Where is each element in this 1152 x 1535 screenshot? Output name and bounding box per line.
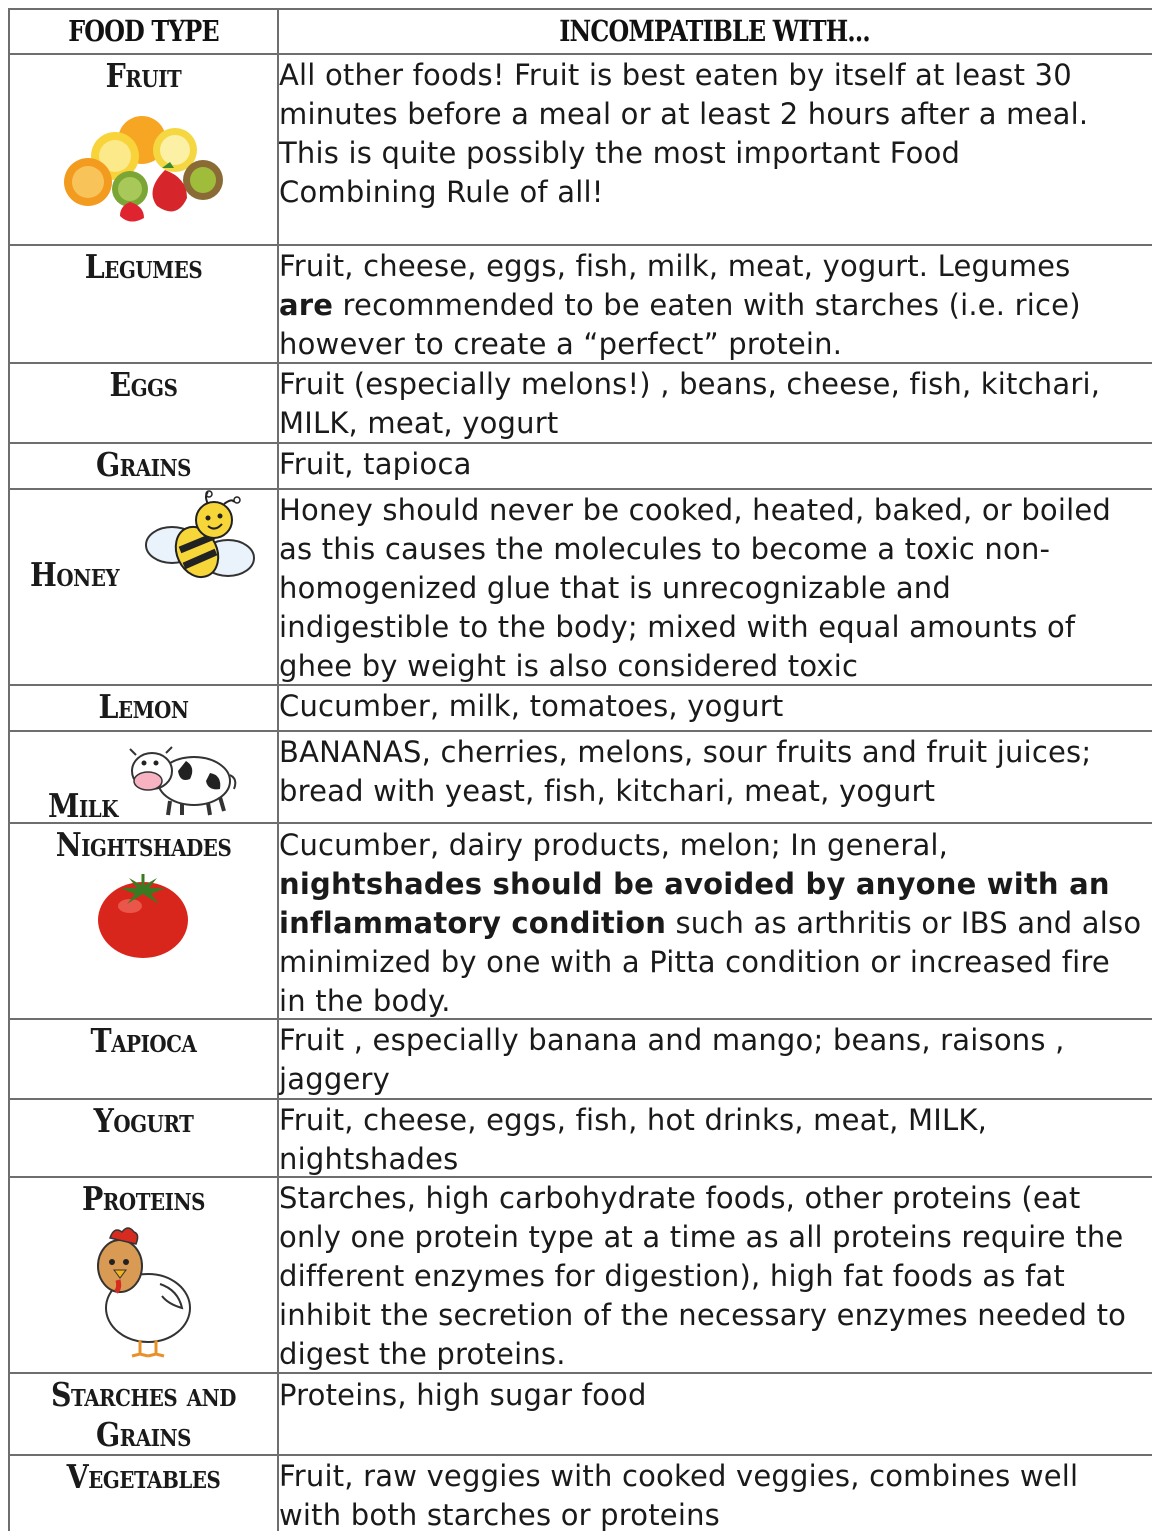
description-line: Fruit, raw veggies with cooked veggies, combines well [279, 1459, 1079, 1493]
description-line: MILK, meat, yogurt [279, 406, 559, 440]
description-line: only one protein type at a time as all proteins require the [279, 1220, 1124, 1254]
food-type-line: Grains [95, 1415, 192, 1454]
description-line: BANANAS, cherries, melons, sour fruits and fruit juices; [279, 735, 1092, 769]
description-line: minimized by one with a Pitta condition or increased fire [279, 945, 1110, 979]
chicken-icon [90, 1222, 198, 1362]
grid-line [8, 244, 1152, 246]
description-line: bread with yeast, fish, kitchari, meat, yogurt [279, 774, 936, 808]
description-line: Cucumber, dairy products, melon; In general, [279, 828, 949, 862]
description-honey [279, 491, 1149, 686]
description-tapioca [279, 1021, 1149, 1099]
description-line: homogenized glue that is unrecognizable and [279, 571, 951, 605]
grid-line [8, 730, 1152, 732]
description-line: in the body. [279, 984, 451, 1018]
description-line: ghee by weight is also considered toxic [279, 649, 859, 683]
description-line: inhibit the secretion of the necessary enzymes needed to [279, 1298, 1127, 1332]
description-starches-and-grains [279, 1376, 1149, 1415]
description-line: however to create a “perfect” protein. [279, 327, 843, 361]
description-lemon [279, 687, 1149, 726]
description-line: Fruit, cheese, eggs, fish, hot drinks, meat, MILK, [279, 1103, 987, 1137]
description-line: Fruit , especially banana and mango; beans, raisons , [279, 1023, 1065, 1057]
food-type-honey: Honey [30, 555, 120, 594]
description-line: digest the proteins. [279, 1337, 566, 1371]
food-type-milk: Milk [48, 786, 119, 825]
description-text: recommended to be eaten with starches (i.e. rice) [333, 288, 1081, 322]
food-type-proteins: Proteins [81, 1179, 205, 1218]
cow-icon [128, 735, 238, 819]
description-yogurt [279, 1101, 1149, 1179]
description-text: such as arthritis or IBS and also [666, 906, 1142, 940]
food-type-lemon: Lemon [98, 687, 189, 726]
food-type-nightshades: Nightshades [55, 825, 232, 864]
description-milk [279, 733, 1149, 811]
description-line [279, 904, 1149, 943]
description-eggs [279, 365, 1149, 443]
description-line: indigestible to the body; mixed with equal amounts of [279, 610, 1076, 644]
description-line: minutes before a meal or at least 2 hours after a meal. [279, 97, 1089, 131]
description-line: nightshades [279, 1142, 459, 1176]
food-type-line: Starches and [50, 1375, 237, 1414]
bee-icon [142, 490, 260, 590]
grid-line [8, 8, 10, 1531]
description-proteins [279, 1179, 1149, 1374]
description-line: Fruit, cheese, eggs, fish, milk, meat, yogurt. Legumes [279, 249, 1071, 283]
header-food-type: FOOD TYPE [68, 14, 219, 48]
description-line: All other foods! Fruit is best eaten by itself at least 30 [279, 58, 1072, 92]
description-line: jaggery [279, 1062, 390, 1096]
emphasis-text: inflammatory condition [279, 906, 667, 940]
description-line: as this causes the molecules to become a toxic non- [279, 532, 1051, 566]
food-type-legumes: Legumes [84, 247, 203, 286]
description-line: Fruit, tapioca [279, 447, 472, 481]
description-line: different enzymes for digestion), high fat foods as fat [279, 1259, 1065, 1293]
emphasis-text: are [279, 288, 334, 322]
food-type-fruit: Fruit [105, 56, 182, 95]
header-incompatible-with: INCOMPATIBLE WITH... [559, 14, 870, 48]
description-legumes [279, 247, 1149, 364]
food-type-yogurt: Yogurt [93, 1101, 194, 1140]
food-type-grains: Grains [95, 445, 192, 484]
description-line: This is quite possibly the most important Food [279, 136, 961, 170]
description-nightshades [279, 826, 1149, 1021]
description-line: with both starches or proteins [279, 1498, 720, 1532]
description-grains [279, 445, 1149, 484]
tomato-icon [94, 872, 192, 960]
food-type-tapioca: Tapioca [90, 1021, 197, 1060]
description-line [279, 865, 1149, 904]
food-type-eggs: Eggs [109, 365, 178, 404]
description-line: Combining Rule of all! [279, 175, 604, 209]
description-line: Honey should never be cooked, heated, baked, or boiled [279, 493, 1112, 527]
food-type-vegetables: Vegetables [66, 1457, 221, 1496]
fruit-icon [60, 104, 230, 222]
emphasis-text: nightshades should be avoided by anyone with an [279, 867, 1110, 901]
food-type-starches-and-grains [29, 1375, 259, 1455]
description-line [279, 286, 1149, 325]
description-line: Fruit (especially melons!) , beans, cheese, fish, kitchari, [279, 367, 1101, 401]
description-line: Proteins, high sugar food [279, 1378, 647, 1412]
description-fruit [279, 56, 1149, 212]
grid-line [8, 822, 1152, 824]
description-line: Starches, high carbohydrate foods, other proteins (eat [279, 1181, 1081, 1215]
description-line: Cucumber, milk, tomatoes, yogurt [279, 689, 784, 723]
description-vegetables [279, 1457, 1149, 1535]
